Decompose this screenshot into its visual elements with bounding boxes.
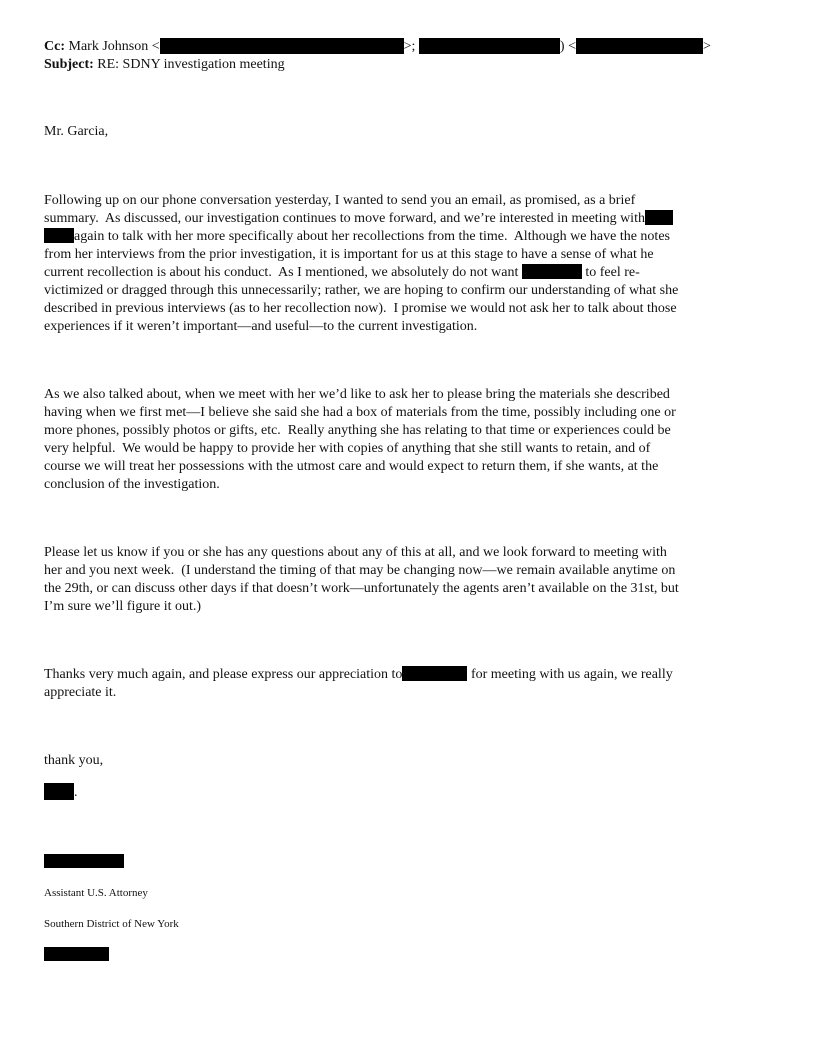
text-line: experiences if it weren’t important—and useful—to the current investigation. [44,319,478,334]
subject-value: RE: SDNY investigation meeting [93,57,285,72]
text-line: current recollection is about his conduct. As I mentioned, we absolutely do not want to feel re- [44,265,640,280]
text-line: Following up on our phone conversation yesterday, I wanted to send you an email, as promised, as a brief [44,193,636,208]
text-line: conclusion of the investigation. [44,477,220,492]
signoff-redacted-name: . [44,783,772,801]
email-header [44,38,772,74]
redaction-bar [402,666,467,681]
paragraph-2 [44,386,772,494]
redaction-bar [576,38,703,54]
closing-thanks: thank you, [44,753,104,768]
signature-office: Southern District of New York [44,918,179,930]
text-line: I’m sure we’ll figure it out.) [44,599,202,614]
paragraph-4 [44,666,772,702]
text-line: appreciate it. [44,685,117,700]
redaction-bar [44,228,74,243]
paragraph-3 [44,544,772,616]
text-line: Thanks very much again, and please express our appreciation to for meeting with us again, we really [44,667,673,682]
redaction-bar [44,854,124,868]
text-line: summary. As discussed, our investigation continues to move forward, and we’re interested in meeting with [44,210,772,228]
text-line: As we also talked about, when we meet with her we’d like to ask her to please bring the materials she described [44,387,670,402]
redaction-bar [522,264,582,279]
greeting: Mr. Garcia, [44,124,109,139]
text-line: more phones, possibly photos or gifts, etc. Really anything she has relating to that time or experiences could be [44,423,671,438]
text-line: course we will treat her possessions with the utmost care and would expect to return them, if she wants, at the [44,459,659,474]
cc-label: Cc: [44,39,65,54]
redaction-bar [160,38,404,54]
signature-footer-redaction [44,945,772,963]
cc-value: Mark Johnson < >; ) < > [65,39,711,54]
redaction-bar [44,783,74,800]
paragraph-1 [44,192,772,336]
signature-name-redaction [44,852,772,870]
subject-line [44,56,772,74]
text-line: the 29th, or can discuss other days if that doesn’t work—unfortunately the agents aren’t available on the 31st, but [44,581,679,596]
cc-line [44,38,772,56]
text-line: having when we first met—I believe she said she had a box of materials from the time, possibly including one or [44,405,676,420]
redaction-bar [645,210,673,225]
text-line: from her interviews from the prior investigation, it is important for us at this stage to have a sense of what he [44,247,654,262]
text-line: very helpful. We would be happy to provide her with copies of anything that she still wants to retain, and of [44,441,651,456]
subject-label: Subject: [44,57,94,72]
redaction-bar [44,947,109,961]
signature-title: Assistant U.S. Attorney [44,887,148,899]
text-line: victimized or dragged through this unnecessarily; rather, we are hoping to confirm our understanding of what she [44,283,679,298]
redaction-bar [419,38,560,54]
text-line: her and you next week. (I understand the timing of that may be changing now—we remain available anytime on [44,563,676,578]
text-line: described in previous interviews (as to her recollection now). I promise we would not ask her to talk about those [44,301,677,316]
text-line: Please let us know if you or she has any questions about any of this at all, and we look forward to meeting with [44,545,667,560]
text-line: again to talk with her more specifically about her recollections from the time. Although we have the notes [44,228,772,246]
